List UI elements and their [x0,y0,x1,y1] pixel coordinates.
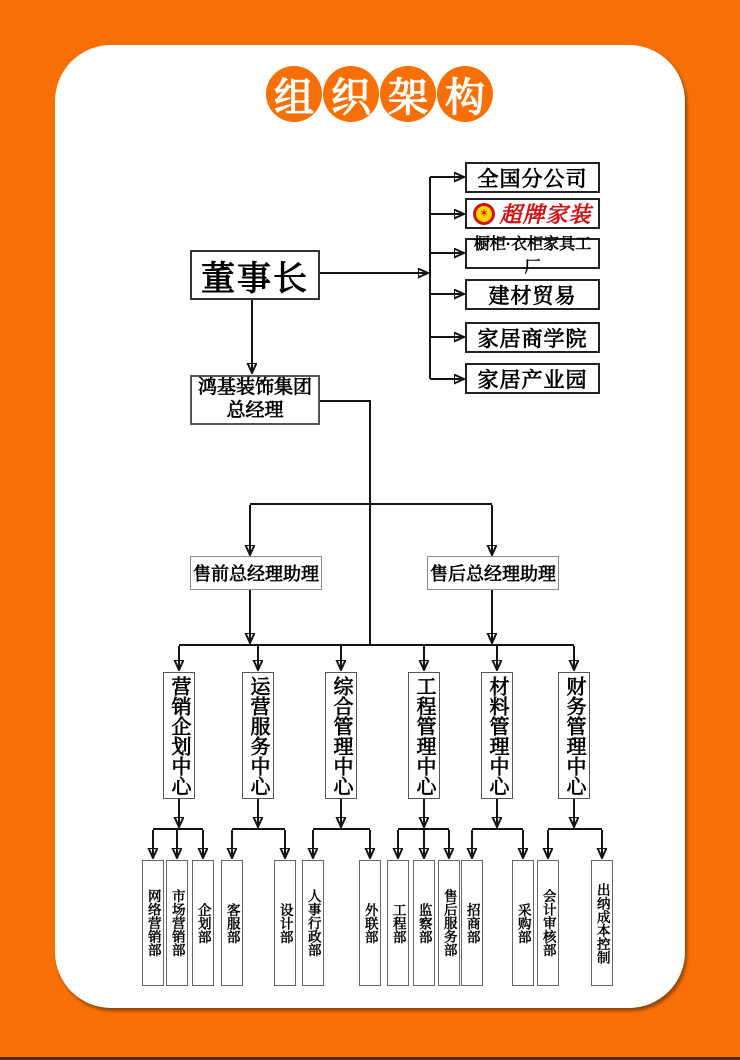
chairman-box [190,250,320,300]
affiliate-label: 建材贸易 [488,284,577,308]
dept-box-market-marketing [166,860,188,986]
dept-label: 出纳成本控制 [594,882,610,964]
affiliate-label: 家居产业园 [477,368,588,392]
dept-label: 招商部 [464,902,480,944]
center-box-operations-service [242,672,274,799]
affiliate-box-industrial-park [465,363,600,394]
dept-label: 企划部 [195,902,211,944]
center-label: 营销企划中心 [168,675,190,796]
dept-box-supervision [413,860,435,986]
dept-label: 售后服务部 [441,889,457,957]
center-label: 财务管理中心 [563,675,585,796]
center-label: 运营服务中心 [247,675,269,796]
dept-label: 会计审核部 [540,889,556,957]
title-char: 组 [274,75,314,120]
center-label: 材料管理中心 [486,675,508,796]
dept-label: 工程部 [390,902,406,944]
affiliate-label: 家居商学院 [477,327,588,351]
affiliate-box-furniture-factory [465,235,600,276]
gm-line1: 鸿基装饰集团 [197,377,312,399]
dept-box-online-marketing [142,860,164,986]
chairman-label: 董事长 [201,259,309,298]
dept-box-engineering [387,860,409,986]
center-label: 综合管理中心 [330,675,352,796]
affiliate-box-building-materials [465,279,600,310]
assistant-label: 售后总经理助理 [430,564,556,584]
center-box-materials-management [481,672,513,799]
dept-label: 设计部 [277,902,293,944]
dept-label: 外联部 [362,902,378,944]
dept-label: 采购部 [515,902,531,944]
affiliate-box-business-school [465,322,600,353]
aftersales-assistant-box [427,556,559,590]
general-manager-box [190,375,320,425]
dept-box-external-liaison [359,860,381,986]
affiliate-label: 全国分公司 [477,167,588,191]
dept-box-aftersales-service [438,860,460,986]
center-label: 工程管理中心 [413,675,435,796]
dept-label: 市场营销部 [169,889,185,957]
center-box-marketing-planning [163,672,195,799]
title-char-badge [266,66,322,122]
center-box-finance-management [558,672,590,799]
dept-box-cashier-cost-control [591,860,613,986]
title-char-badge [437,66,493,122]
title-char: 构 [445,75,485,120]
dept-label: 网络营销部 [145,889,161,957]
title-char-badge [380,66,436,122]
logo-glyph: ✶ [480,208,489,218]
center-box-general-management [325,672,357,799]
dept-label: 人事行政部 [305,889,321,957]
assistant-label: 售前总经理助理 [193,564,319,584]
dept-box-planning [192,860,214,986]
chaopai-logo-icon [473,203,495,225]
dept-box-procurement [512,860,534,986]
presales-assistant-box [190,556,322,590]
dept-box-merchant-recruiting [461,860,483,986]
title-char: 织 [331,75,371,120]
dept-label: 监察部 [416,902,432,944]
center-box-engineering-management [408,672,440,799]
dept-box-hr-admin [302,860,324,986]
dept-box-accounting-audit [537,860,559,986]
dept-box-customer-service [221,860,243,986]
dept-box-design [274,860,296,986]
affiliate-label: 橱柜·衣柜家具工厂 [473,235,592,276]
affiliate-label: 超牌家装 [499,202,592,228]
title-char: 架 [388,75,428,120]
gm-line2: 总经理 [226,400,284,421]
affiliate-box-national-branches [465,162,600,193]
title-char-badge [323,66,379,122]
dept-label: 客服部 [224,902,240,944]
affiliate-box-chaopai-brand [465,198,600,229]
